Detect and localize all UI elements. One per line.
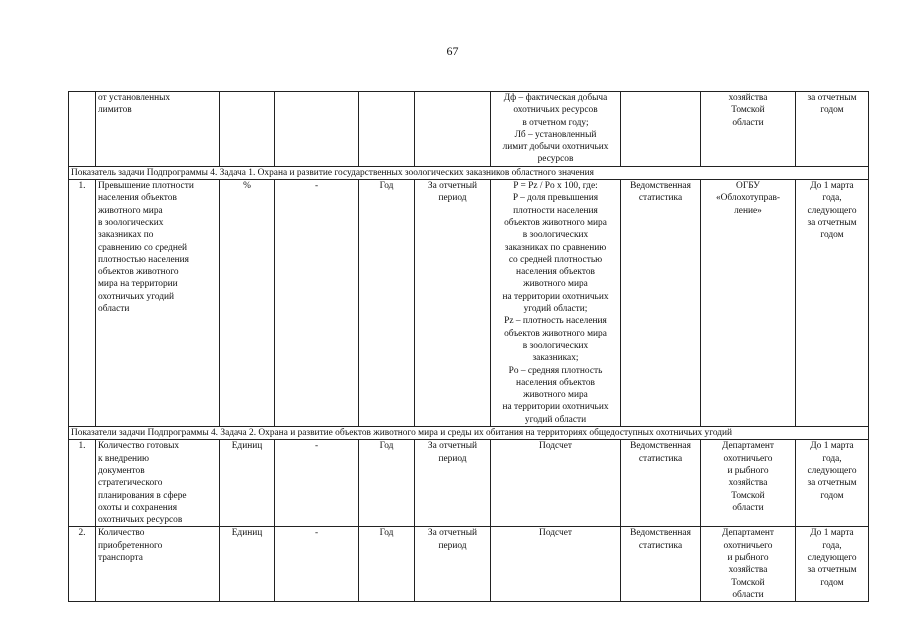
- date-cell: [415, 92, 491, 167]
- source-cell: [621, 92, 701, 167]
- date-cell: За отчетный период: [415, 440, 491, 527]
- table-row: [69, 92, 869, 167]
- date-cell: За отчетный период: [415, 180, 491, 427]
- section-heading: Показатель задачи Подпрограммы 4. Задача 1. Охрана и развитие государственных зоологических заказников областного значения: [69, 166, 869, 179]
- row-number-cell: 1.: [69, 180, 96, 427]
- page-number: 67: [446, 44, 459, 58]
- deadline-cell: До 1 марта года, следующего за отчетным годом: [796, 440, 869, 527]
- indicator-name-cell: Количество приобретенного транспорта: [96, 527, 220, 602]
- row-number-cell: 2.: [69, 527, 96, 602]
- basis-cell: [275, 92, 359, 167]
- deadline-cell: До 1 марта года, следующего за отчетным годом: [796, 180, 869, 427]
- source-cell: Ведомственная статистика: [621, 180, 701, 427]
- source-cell: Ведомственная статистика: [621, 440, 701, 527]
- unit-cell: Единиц: [220, 440, 275, 527]
- source-cell: Ведомственная статистика: [621, 527, 701, 602]
- table-row: [69, 180, 869, 427]
- basis-cell: -: [275, 180, 359, 427]
- period-cell: [359, 92, 415, 167]
- unit-cell: %: [220, 180, 275, 427]
- period-cell: Год: [359, 527, 415, 602]
- formula-cell: Дф – фактическая добыча охотничьих ресурсов в отчетном году; Лб – установленный лимит добычи охотничьих ресурсов: [491, 92, 621, 167]
- deadline-cell: за отчетным годом: [796, 92, 869, 167]
- responsible-cell: Департамент охотничьего и рыбного хозяйства Томской области: [701, 527, 796, 602]
- indicator-table: [68, 91, 869, 602]
- formula-cell: Подсчет: [491, 440, 621, 527]
- indicator-name-cell: Количество готовых к внедрению документов стратегического планирования в сфере охоты и сохранения охотничьих ресурсов: [96, 440, 220, 527]
- basis-cell: -: [275, 527, 359, 602]
- responsible-cell: хозяйства Томской области: [701, 92, 796, 167]
- indicator-name-cell: Превышение плотности населения объектов животного мира в зоологических заказниках по сравнению со средней плотностью населения объектов животного мира на территории охотничьих угодий области: [96, 180, 220, 427]
- responsible-cell: ОГБУ «Облохотуправ- ление»: [701, 180, 796, 427]
- section-row: [69, 166, 869, 179]
- unit-cell: Единиц: [220, 527, 275, 602]
- row-number-cell: [69, 92, 96, 167]
- period-cell: Год: [359, 180, 415, 427]
- basis-cell: -: [275, 440, 359, 527]
- unit-cell: [220, 92, 275, 167]
- section-heading: Показатели задачи Подпрограммы 4. Задача 2. Охрана и развитие объектов животного мира и среды их обитания на территориях общедоступных охотничьих угодий: [69, 427, 869, 440]
- row-number-cell: 1.: [69, 440, 96, 527]
- indicator-name-cell: от установленных лимитов: [96, 92, 220, 167]
- table-row: [69, 440, 869, 527]
- deadline-cell: До 1 марта года, следующего за отчетным годом: [796, 527, 869, 602]
- period-cell: Год: [359, 440, 415, 527]
- date-cell: За отчетный период: [415, 527, 491, 602]
- formula-cell: P = Pz / Po x 100, где: P – доля превышения плотности населения объектов животного мира в зоологических заказниках по сравнению со средней плотностью населения объектов животного мира на территории охотничьих угодий области; Pz – плотность населения объектов животного мира в зоологических заказниках; Po – средняя плотность населения объектов животного мира на территории охотничьих угодий области: [491, 180, 621, 427]
- table-row: [69, 527, 869, 602]
- formula-cell: Подсчет: [491, 527, 621, 602]
- section-row: [69, 427, 869, 440]
- responsible-cell: Департамент охотничьего и рыбного хозяйства Томской области: [701, 440, 796, 527]
